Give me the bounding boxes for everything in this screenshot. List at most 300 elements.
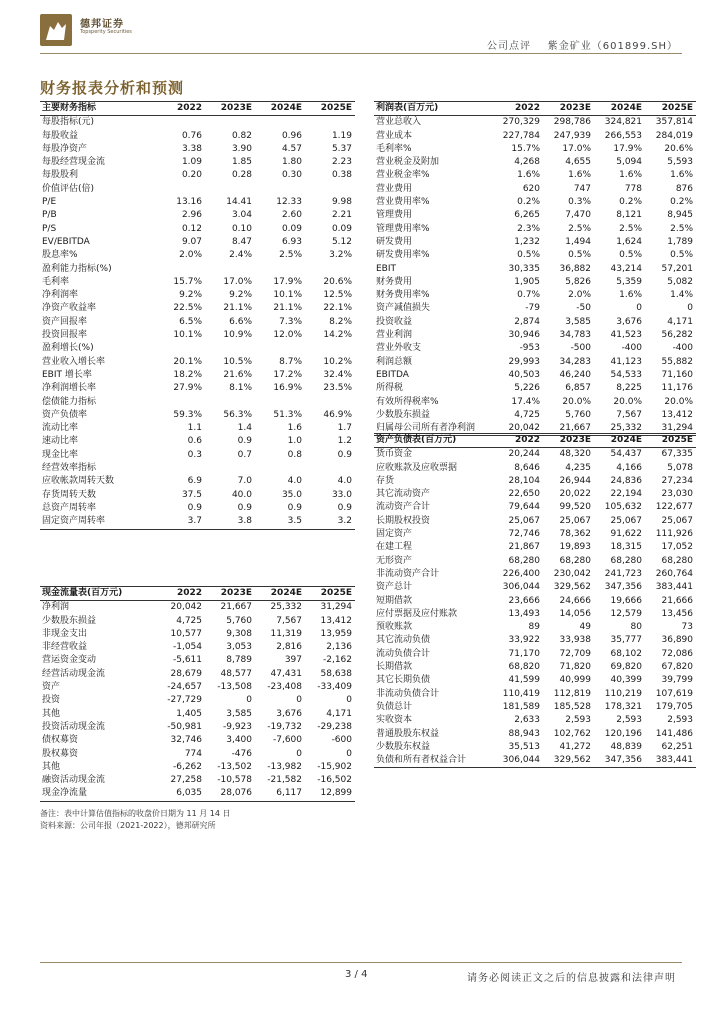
cell-value: 22.1%	[323, 303, 352, 314]
cell-value: 9.2%	[179, 290, 202, 301]
cell-value: -7,600	[272, 735, 302, 746]
column-header: 2023E	[543, 102, 594, 116]
table-row	[40, 223, 355, 236]
table-row	[40, 289, 355, 302]
cell-value: 8,646	[514, 462, 540, 473]
table-row	[40, 489, 355, 502]
table-row	[374, 263, 696, 276]
cell-value: -15,902	[317, 761, 352, 772]
table-row	[40, 681, 355, 694]
cell-value: 3,053	[226, 642, 252, 653]
table-row	[374, 143, 696, 156]
cell-value: 10.2%	[323, 356, 352, 367]
cell-value	[255, 183, 305, 196]
cell-value: -50,981	[167, 721, 202, 732]
cell-value: 0	[296, 748, 302, 759]
cell-value: 9.2%	[229, 290, 252, 301]
table-row	[40, 169, 355, 182]
table-row	[40, 156, 355, 169]
cell-value: 30,335	[508, 263, 540, 274]
column-header: 2023E	[205, 587, 255, 601]
cell-value: 3,585	[226, 708, 252, 719]
row-label: 资产	[42, 682, 61, 693]
row-label: 每股净资产	[42, 143, 88, 154]
cell-value: 43,214	[610, 263, 642, 274]
page-header	[0, 0, 724, 60]
table-row	[40, 249, 355, 262]
table-row	[40, 628, 355, 641]
row-label: EBIT 增长率	[42, 369, 92, 380]
row-label: 少数股东损益	[376, 409, 431, 420]
cell-value: -33,409	[317, 682, 352, 693]
cell-value	[155, 396, 205, 409]
cell-value: 12.5%	[323, 290, 352, 301]
table-row	[40, 116, 355, 130]
cell-value: 0.09	[281, 223, 302, 234]
row-label: 营业费用率%	[376, 197, 430, 208]
row-label: P/E	[42, 197, 57, 208]
cell-value: 0.6	[187, 436, 202, 447]
cell-value: 13,412	[661, 409, 693, 420]
cell-value	[305, 183, 355, 196]
cell-value: 25,067	[661, 515, 693, 526]
table-title: 主要财务指标	[40, 102, 155, 116]
table-row	[374, 728, 696, 741]
table-row	[40, 183, 355, 196]
cell-value: 383,441	[645, 754, 696, 768]
row-label: 盈利能力指标(%)	[42, 263, 112, 274]
cell-value: 0.2%	[619, 197, 642, 208]
cell-value: 4.0	[337, 476, 352, 487]
table-row	[40, 748, 355, 761]
cell-value: 17.0%	[223, 276, 252, 287]
cell-value	[305, 342, 355, 355]
table-row	[374, 382, 696, 395]
column-header: 2022	[492, 434, 543, 448]
cell-value: -19,732	[267, 721, 302, 732]
row-label: 其他	[42, 761, 61, 772]
cell-value: 876	[675, 183, 693, 194]
cell-value: 32,746	[170, 735, 202, 746]
cell-value: 62,251	[661, 741, 693, 752]
table-row	[374, 595, 696, 608]
cell-value: -16,502	[317, 775, 352, 786]
cell-value: 23.5%	[323, 383, 352, 394]
table-row	[374, 183, 696, 196]
row-label: 存货周转天数	[42, 489, 97, 500]
cell-value: 17.2%	[273, 369, 302, 380]
table-row	[374, 223, 696, 236]
table-row	[374, 289, 696, 302]
table-row	[40, 302, 355, 315]
row-label: 经营活动现金流	[42, 668, 106, 679]
cell-value: 25,067	[610, 515, 642, 526]
cell-value: 68,280	[508, 555, 540, 566]
footer-disclaimer: 请务必阅读正文之后的信息披露和法律声明	[467, 973, 676, 984]
row-label: 融资活动现金流	[42, 775, 106, 786]
row-label: EBIT	[376, 263, 397, 274]
table-row	[374, 741, 696, 754]
cell-value: 32.4%	[323, 369, 352, 380]
row-label: 其它流动资产	[376, 489, 431, 500]
table-row	[374, 488, 696, 501]
cell-value: 68,280	[610, 555, 642, 566]
table-row	[374, 369, 696, 382]
cell-value: 4,725	[176, 615, 202, 626]
cell-value: 5,078	[667, 462, 693, 473]
cell-value: 40,503	[508, 369, 540, 380]
cell-value: 2.5%	[670, 223, 693, 234]
cell-value: 20.1%	[173, 356, 202, 367]
cell-value: 7,567	[616, 409, 642, 420]
cell-value: 0.7%	[517, 290, 540, 301]
row-label: 毛利率	[42, 276, 70, 287]
row-label: 负债总计	[376, 701, 413, 712]
cell-value: 36,890	[661, 635, 693, 646]
cell-value: 5,826	[565, 276, 591, 287]
cell-value: 1,405	[176, 708, 202, 719]
row-label: 股息率%	[42, 250, 78, 261]
row-label: 总资产周转率	[42, 502, 97, 513]
cell-value: 1,232	[514, 236, 540, 247]
row-label: 流动资产合计	[376, 502, 431, 513]
cell-value	[205, 396, 255, 409]
cell-value: -29,238	[317, 721, 352, 732]
table-row	[40, 382, 355, 395]
cell-value: 48,320	[559, 449, 591, 460]
row-label: 财务费用率%	[376, 290, 430, 301]
table-row	[374, 196, 696, 209]
cell-value: 6.93	[281, 236, 302, 247]
table-row	[374, 621, 696, 634]
cell-value: 2.0%	[568, 290, 591, 301]
row-label: 预收账款	[376, 622, 413, 633]
cell-value: 347,356	[604, 582, 642, 593]
cell-value: 33,922	[508, 635, 540, 646]
table-row	[374, 302, 696, 315]
column-header: 2025E	[645, 102, 696, 116]
cell-value	[155, 263, 205, 276]
report-type: 公司点评	[487, 41, 532, 52]
cell-value: 17.9%	[273, 276, 302, 287]
cell-value: 67,820	[661, 662, 693, 673]
row-label: 投资回报率	[42, 330, 88, 341]
cell-value: 2,593	[565, 715, 591, 726]
cell-value: 1.0	[287, 436, 302, 447]
cell-value: 17,052	[661, 542, 693, 553]
cell-value: -400	[621, 343, 642, 354]
cell-value: 3.8	[205, 515, 255, 529]
table-header-row	[374, 434, 696, 448]
table-row	[40, 734, 355, 747]
cell-value: 48,839	[610, 741, 642, 752]
table-row	[374, 608, 696, 621]
cell-value: 5,226	[514, 383, 540, 394]
cell-value: 4,725	[514, 409, 540, 420]
cell-value: 0.3%	[568, 197, 591, 208]
row-label: 实收资本	[376, 715, 413, 726]
cell-value: 1.09	[181, 157, 202, 168]
financial-indicators-table	[40, 101, 355, 530]
row-label: 研发费用率%	[376, 250, 430, 261]
cell-value: 306,044	[492, 754, 543, 768]
cell-value: 14,056	[559, 608, 591, 619]
table-row	[40, 502, 355, 515]
cell-value: -6,262	[172, 761, 202, 772]
cell-value: 266,553	[604, 130, 642, 141]
cell-value: 21,867	[508, 542, 540, 553]
source-line: 资料来源：公司年报（2021-2022），德邦研究所	[40, 821, 216, 830]
row-label: 长期借款	[376, 662, 413, 673]
cell-value: 17.4%	[511, 396, 540, 407]
cell-value: 3,676	[276, 708, 302, 719]
cell-value: 0.76	[181, 130, 202, 141]
cell-value: 3.2	[305, 515, 355, 529]
table-row	[40, 462, 355, 475]
cell-value: 102,762	[553, 728, 591, 739]
cell-value: 41,272	[559, 741, 591, 752]
row-label: 每股收益	[42, 130, 79, 141]
cell-value: 72,709	[559, 648, 591, 659]
cell-value: 55,882	[661, 356, 693, 367]
cell-value: 71,170	[508, 648, 540, 659]
cell-value: 10.5%	[223, 356, 252, 367]
cell-value: 0.5%	[517, 250, 540, 261]
balance-sheet-table	[374, 433, 696, 768]
cell-value: 20,042	[492, 422, 543, 436]
cell-value: 49	[579, 622, 591, 633]
cell-value: 1.6%	[619, 290, 642, 301]
cell-value: 7,470	[565, 210, 591, 221]
table-row	[40, 601, 355, 615]
cell-value: -21,582	[267, 775, 302, 786]
cell-value: 1,905	[514, 276, 540, 287]
row-label: 盈利增长(%)	[42, 343, 94, 354]
cell-value	[305, 396, 355, 409]
income-statement-table	[374, 101, 696, 436]
table-row	[374, 209, 696, 222]
row-label: 流动比率	[42, 423, 79, 434]
table-row	[40, 342, 355, 355]
cell-value: 3.90	[231, 143, 252, 154]
table-row	[40, 409, 355, 422]
cell-value: 329,562	[543, 754, 594, 768]
cell-value: 4,171	[667, 316, 693, 327]
cell-value: 2,633	[514, 715, 540, 726]
table-row	[374, 555, 696, 568]
row-label: 营业税金率%	[376, 170, 430, 181]
cell-value: 0	[296, 695, 302, 706]
cell-value: 27,234	[661, 475, 693, 486]
cell-value: 141,486	[655, 728, 693, 739]
table-notes	[40, 808, 231, 832]
row-label: 债权募资	[42, 735, 79, 746]
table-row	[40, 369, 355, 382]
row-label: 流动负债合计	[376, 648, 431, 659]
cell-value: 11,319	[270, 628, 302, 639]
cell-value: 747	[573, 183, 591, 194]
cell-value: 31,294	[645, 422, 696, 436]
cell-value: 1.80	[281, 157, 302, 168]
cell-value: 4,655	[565, 157, 591, 168]
cell-value: 34,283	[559, 356, 591, 367]
table-row	[40, 641, 355, 654]
table-row	[374, 568, 696, 581]
cell-value: -600	[331, 735, 352, 746]
cell-value: 14.41	[226, 197, 252, 208]
row-label: 每股股利	[42, 170, 79, 181]
cell-value: 2.4%	[229, 250, 252, 261]
table-header-row	[40, 587, 355, 601]
cell-value: -27,729	[167, 695, 202, 706]
cell-value: 20,042	[170, 602, 202, 613]
cell-value: 1.6%	[670, 170, 693, 181]
row-label: 研发费用	[376, 236, 413, 247]
cell-value: 230,042	[553, 568, 591, 579]
row-label: 财务费用	[376, 276, 413, 287]
cell-value: 27,258	[170, 775, 202, 786]
cell-value: 20,244	[508, 449, 540, 460]
cell-value: -23,408	[267, 682, 302, 693]
row-label: 有效所得税率%	[376, 396, 439, 407]
cell-value: 3.7	[155, 515, 205, 529]
cell-value: 0.30	[281, 170, 302, 181]
table-row	[374, 462, 696, 475]
cell-value: 0.2%	[670, 197, 693, 208]
cell-value: 5,593	[667, 157, 693, 168]
row-label: 应收账款及应收票据	[376, 462, 458, 473]
column-header: 2024E	[255, 102, 305, 116]
row-label: 营业税金及附加	[376, 157, 440, 168]
cell-value: 0.38	[331, 170, 352, 181]
row-label: 其它长期负债	[376, 675, 431, 686]
cell-value: -500	[570, 343, 591, 354]
cell-value	[205, 116, 255, 130]
column-header: 2022	[492, 102, 543, 116]
table-row	[374, 396, 696, 409]
cell-value: 4.57	[281, 143, 302, 154]
cell-value: 54,437	[610, 449, 642, 460]
cell-value: 8.2%	[329, 316, 352, 327]
cell-value	[155, 342, 205, 355]
table-row	[40, 475, 355, 488]
cell-value: 10.1%	[173, 330, 202, 341]
cell-value: 22,194	[610, 489, 642, 500]
table-row	[40, 668, 355, 681]
cell-value: 6.5%	[179, 316, 202, 327]
row-label: 资产减值损失	[376, 303, 431, 314]
cell-value: -2,162	[322, 655, 352, 666]
cell-value: 21,667	[220, 602, 252, 613]
cell-value: 21,667	[543, 422, 594, 436]
row-label: 营业总收入	[376, 117, 422, 128]
cell-value: 1.19	[331, 130, 352, 141]
row-label: 固定资产	[376, 529, 413, 540]
table-row	[40, 329, 355, 342]
cell-value: 8,789	[226, 655, 252, 666]
cell-value: 13,412	[320, 615, 352, 626]
row-label: 资产总计	[376, 582, 413, 593]
cell-value: 122,677	[655, 502, 693, 513]
cell-value: 4,268	[514, 157, 540, 168]
cell-value: 774	[184, 748, 202, 759]
table-row	[374, 409, 696, 422]
cell-value: 0.5%	[670, 250, 693, 261]
row-label: 营运资金变动	[42, 655, 97, 666]
cell-value: 2.21	[331, 210, 352, 221]
cell-value: 0	[687, 303, 693, 314]
cell-value: 18,315	[610, 542, 642, 553]
row-label: 营业收入增长率	[42, 356, 106, 367]
cell-value: 89	[528, 622, 540, 633]
cell-value: 5,760	[565, 409, 591, 420]
cell-value: 3,400	[226, 735, 252, 746]
cell-value: 80	[630, 622, 642, 633]
cell-value: 12,579	[610, 608, 642, 619]
cell-value: 620	[522, 183, 540, 194]
cell-value: 1.6%	[619, 170, 642, 181]
table-row	[374, 316, 696, 329]
cell-value	[155, 183, 205, 196]
cell-value: 0	[636, 303, 642, 314]
column-header: 2024E	[594, 102, 645, 116]
row-label: 现金净流量	[40, 787, 155, 801]
cell-value: -13,982	[267, 761, 302, 772]
row-label: 存货	[376, 475, 395, 486]
cell-value: 270,329	[502, 117, 540, 128]
row-label: P/B	[42, 210, 57, 221]
cell-value: 0.9	[287, 502, 302, 513]
cell-value: 41,123	[610, 356, 642, 367]
cell-value: -79	[525, 303, 540, 314]
cell-value: 0.9	[337, 449, 352, 460]
row-label: 无形资产	[376, 555, 413, 566]
table-row	[40, 276, 355, 289]
cell-value: 39,799	[661, 675, 693, 686]
cell-value: 11,176	[661, 383, 693, 394]
cell-value: 29,993	[508, 356, 540, 367]
cell-value: 3.38	[181, 143, 202, 154]
cell-value: 6,035	[155, 787, 205, 801]
column-header: 2022	[155, 587, 205, 601]
cell-value: 40.0	[231, 489, 252, 500]
table-row	[374, 661, 696, 674]
cell-value: 8.7%	[279, 356, 302, 367]
cell-value: -1,054	[172, 642, 202, 653]
cell-value: -50	[576, 303, 591, 314]
table-row	[374, 329, 696, 342]
report-header-info	[487, 37, 678, 52]
cell-value: 5,094	[616, 157, 642, 168]
page-number: 3 / 4	[345, 969, 368, 980]
cell-value: 37.5	[181, 489, 202, 500]
table-row	[374, 342, 696, 355]
column-header: 2022	[155, 102, 205, 116]
cell-value: 2,816	[276, 642, 302, 653]
row-label: 所得税	[376, 383, 404, 394]
cell-value: 34,783	[559, 330, 591, 341]
cell-value: 324,821	[604, 117, 642, 128]
cell-value: 0.5%	[568, 250, 591, 261]
cell-value: 1.4	[237, 423, 252, 434]
cell-value: 8.1%	[229, 383, 252, 394]
cell-value: 13,959	[320, 628, 352, 639]
cell-value: 10.9%	[223, 330, 252, 341]
row-label: 非流动负债合计	[376, 688, 440, 699]
cell-value: 12.33	[276, 197, 302, 208]
cell-value: 0	[346, 748, 352, 759]
cell-value: 18.2%	[173, 369, 202, 380]
